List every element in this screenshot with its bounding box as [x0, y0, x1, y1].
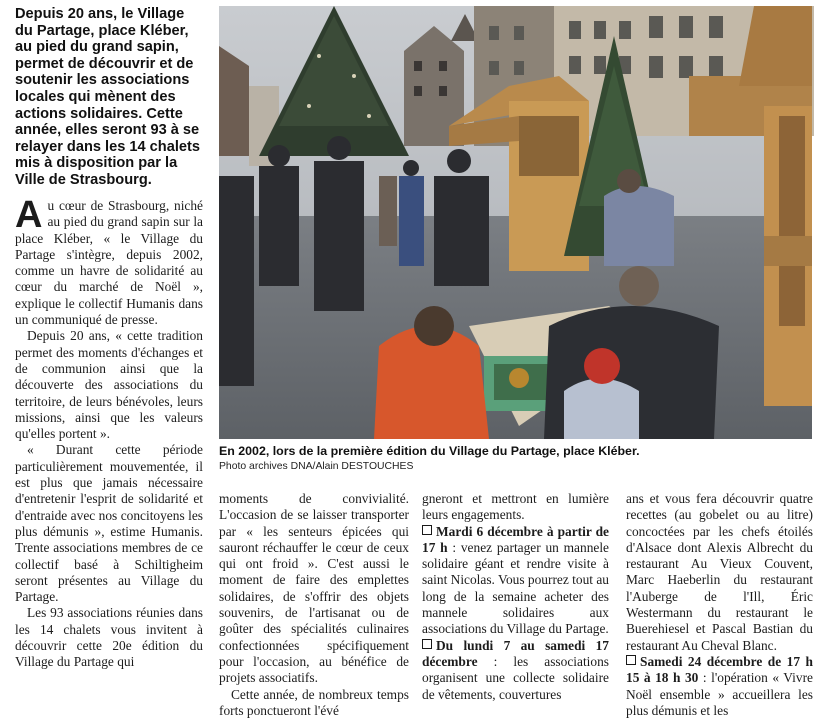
- paragraph-3: « Durant cette période particulièrement mouvementée, il est plus que jamais nécessaire d'entretenir l'esprit de solidarité et d'entraide avec nos concitoyens les plus démunis », estime Humanis. Trente associations membres de ce collectif basé à Schiltigheim seront présentes au Village du Partage.: [15, 442, 203, 605]
- event-item: [626, 654, 813, 719]
- col4-paragraph-1: ans et vous fera découvrir quatre recettes (au gobelet ou au litre) concoctées par les chefs étoilés d'Alsace dont Alexis Albrecht du restaurant Au Vieux Couvent, Marc Haeberlin du restaurant l'Auberge de l'Ill, Éric Westermann du restaurant le Buerehiesel et Pascal Bastian du restaurant Au Cheval Blanc.: [626, 491, 813, 653]
- paragraph-4: Les 93 associations réunies dans les 14 chalets vous invitent à découvrir cette 20e édition du Village du Partage qui: [15, 605, 203, 670]
- checkbox-bullet-icon: [422, 639, 432, 649]
- photo-caption: En 2002, lors de la première édition du Village du Partage, place Kléber.: [219, 444, 640, 458]
- paragraph-2: Depuis 20 ans, « cette tradition permet des moments d'échanges et de communion ainsi que la découverte des associations du territoire, de leurs bénévoles, leurs missions, ainsi que les valeurs qu'elles portent ».: [15, 328, 203, 442]
- checkbox-bullet-icon: [422, 525, 432, 535]
- article-column-1: [15, 194, 203, 671]
- article-column-2: [219, 491, 409, 719]
- event-item: [422, 638, 609, 703]
- event-date: Mardi 6 décembre à partir de 17 h: [422, 523, 609, 555]
- event-text: : les associations organisent une collecte solidaire de vêtements, couvertures: [422, 653, 609, 702]
- article-photo: [219, 6, 812, 439]
- photo-credit: Photo archives DNA/Alain DESTOUCHES: [219, 461, 414, 472]
- col2-paragraph-1: moments de convivialité. L'occasion de se laisser transporter par « les senteurs épicées qui sauront réchauffer le cœur de ceux qui ont froid ». C'est aussi le moment de faire des emplettes solidaires, de s'offrir des objets souvenirs, de l'artisanat ou de goûter des spécialités culinaires confectionnées spécifiquement pour l'occasion, au bénéfice de projets associatifs.: [219, 491, 409, 686]
- drop-cap: A: [15, 194, 43, 236]
- article-lead: Depuis 20 ans, le Village du Partage, place Kléber, au pied du grand sapin, permet de découvrir et de soutenir les associations locales qui mènent des actions solidaires. Cette année, elles seront 93 à se relayer dans les 14 chalets mis à disposition par la Ville de Strasbourg.: [15, 6, 200, 188]
- checkbox-bullet-icon: [626, 655, 636, 665]
- col2-paragraph-2: Cette année, de nombreux temps forts ponctueront l'évé: [219, 686, 409, 718]
- event-text: : venez partager un mannele solidaire géant et rendre visite à saint Nicolas. Vous pourrez tout au long de la semaine acheter des mannele solidaires aux associations du Village du Partage.: [422, 539, 609, 637]
- event-date: Samedi 24 décembre de 17 h 15 à 18 h 30: [626, 653, 813, 686]
- event-item: [422, 524, 609, 638]
- paragraph-1: u cœur de Strasbourg, niché au pied du grand sapin sur la place Kléber, « le Village du Partage s'intègre, depuis 2002, comme un havre de solidarité au cœur du marché de Noël », explique le collectif Humanis dans un communiqué de presse.: [15, 198, 203, 328]
- col3-paragraph-1: gneront et mettront en lumière leurs engagements.: [422, 491, 609, 523]
- event-date: Du lundi 7 au samedi 17 décembre: [422, 637, 609, 669]
- article-column-4: [626, 491, 813, 719]
- article-column-3: [422, 491, 609, 703]
- event-text: : l'opération « Vivre Noël ensemble » accueillera les plus démunis et les: [626, 670, 813, 718]
